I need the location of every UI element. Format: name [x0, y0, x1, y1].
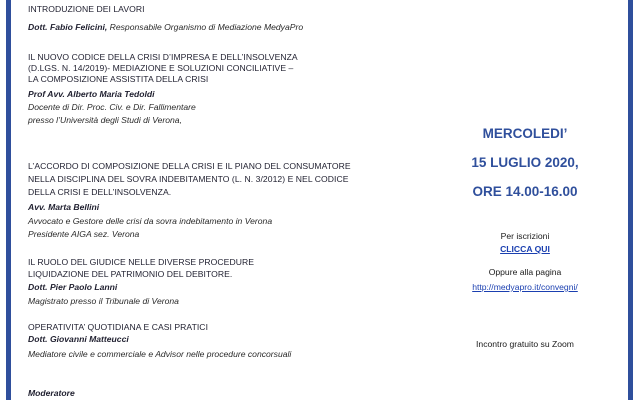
- intro-speaker-line: [28, 17, 428, 35]
- intro-role: Responsabile Organismo di Mediazione MedyaPro: [107, 22, 304, 32]
- registration-url-wrap: [430, 282, 620, 293]
- session-2-title-line-3: DELLA CRISI E DELL’INSOLVENZA.: [28, 187, 172, 197]
- session-2-title-line-2: NELLA DISCIPLINA DEL SOVRA INDEBITAMENTO (L. N. 3/2012) E NEL CODICE: [28, 174, 349, 184]
- session-3-title-line-2: LIQUIDAZIONE DEL PATRIMONIO DEL DEBITORE.: [28, 269, 233, 279]
- session-4-title-line-1: OPERATIVITA’ QUOTIDIANA E CASI PRATICI: [28, 322, 209, 332]
- session-1-role-line-2: presso l’Università degli Studi di Verona,: [28, 115, 182, 125]
- session-2-role-line-2: Presidente AIGA sez. Verona: [28, 229, 140, 239]
- left-border: [6, 0, 11, 400]
- session-3-speaker: Dott. Pier Paolo Lanni: [28, 282, 118, 292]
- event-time: ORE 14.00-16.00: [472, 184, 578, 199]
- registration-link-wrap: [430, 244, 620, 255]
- session-2-title-line-1: L’ACCORDO DI COMPOSIZIONE DELLA CRISI E IL PIANO DEL CONSUMATORE: [28, 161, 351, 171]
- intro-speaker: Dott. Fabio Felicini,: [28, 22, 108, 32]
- event-weekday: MERCOLEDI’: [482, 126, 568, 141]
- session-3: [28, 256, 428, 307]
- session-2: [28, 160, 428, 240]
- session-1-title-line-1: IL NUOVO CODICE DELLA CRISI D’IMPRESA E DELL’INSOLVENZA: [28, 52, 298, 62]
- zoom-note: Incontro gratuito su Zoom: [476, 339, 574, 349]
- moderator-label: Moderatore: [28, 388, 75, 398]
- registration-url[interactable]: http://medyapro.it/convegni/: [472, 282, 578, 292]
- session-1-role-line-1: Docente di Dir. Proc. Civ. e Dir. Fallimentare: [28, 102, 196, 112]
- session-1: [28, 52, 428, 126]
- session-1-title-line-3: LA COMPOSIZIONE ASSISTITA DELLA CRISI: [28, 74, 209, 84]
- registration-label: Per iscrizioni: [500, 231, 550, 241]
- session-1-speaker: Prof Avv. Alberto Maria Tedoldi: [28, 89, 155, 99]
- session-4-speaker: Dott. Giovanni Matteucci: [28, 334, 129, 344]
- registration-link[interactable]: CLICCA QUI: [500, 244, 550, 254]
- session-3-title-line-1: IL RUOLO DEL GIUDICE NELLE DIVERSE PROCEDURE: [28, 257, 255, 267]
- registration-alt-label: Oppure alla pagina: [488, 267, 562, 277]
- session-4: [28, 322, 428, 360]
- intro-title: INTRODUZIONE DEI LAVORI: [28, 4, 145, 14]
- moderator-section: [28, 388, 428, 399]
- right-border: [628, 0, 633, 400]
- session-2-speaker: Avv. Marta Bellini: [28, 202, 100, 212]
- intro-section: [28, 4, 428, 35]
- session-1-title-line-2: (D.LGS. N. 14/2019)- MEDIAZIONE E SOLUZIONI CONCILIATIVE –: [28, 63, 294, 73]
- session-4-role-line-1: Mediatore civile e commerciale e Advisor nelle procedure concorsuali: [28, 349, 292, 359]
- session-2-role-line-1: Avvocato e Gestore delle crisi da sovra indebitamento in Verona: [28, 216, 273, 226]
- session-3-role-line-1: Magistrato presso il Tribunale di Verona: [28, 296, 179, 306]
- event-date: 15 LUGLIO 2020,: [471, 155, 579, 170]
